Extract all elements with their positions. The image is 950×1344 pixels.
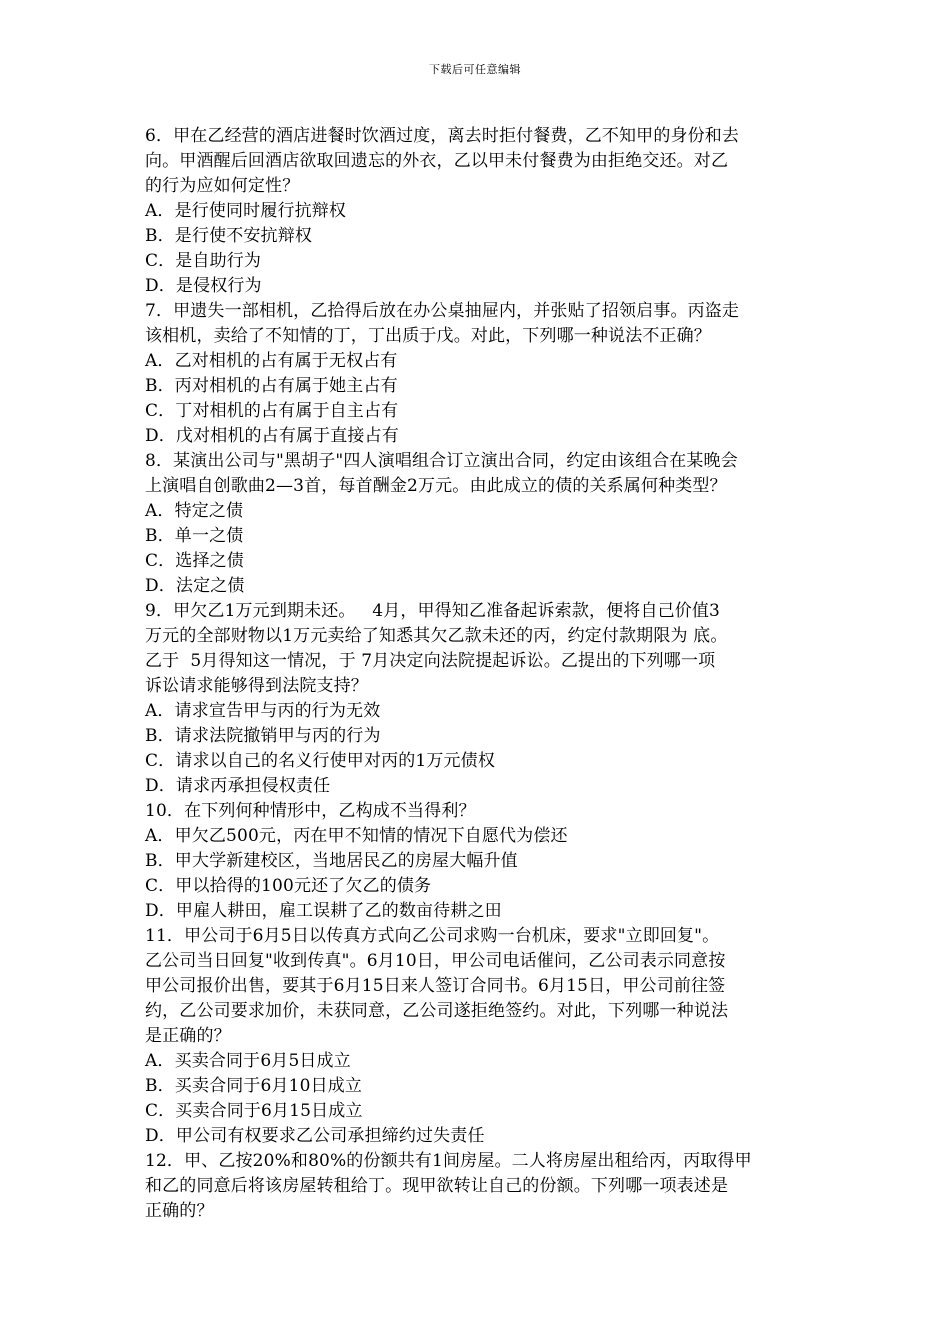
document-body [145,124,815,1224]
text-line: A．甲欠乙500元，丙在甲不知情的情况下自愿代为偿还 [145,826,568,846]
text-line: C．买卖合同于6月15日成立 [145,1101,363,1121]
text-line: 向。甲酒醒后回酒店欲取回遗忘的外衣，乙以甲未付餐费为由拒绝交还。对乙 [145,151,729,171]
text-line: B．买卖合同于6月10日成立 [145,1076,363,1096]
text-line: 万元的全部财物以1万元卖给了知悉其欠乙款未还的丙，约定付款期限为 底。 [145,626,728,646]
text-line: D．甲雇人耕田，雇工误耕了乙的数亩待耕之田 [145,901,502,921]
text-line: C．是自助行为 [145,251,262,271]
text-line: C．请求以自己的名义行使甲对丙的1万元债权 [145,751,495,771]
text-line: 乙于 5月得知这一情况，于 7月决定向法院提起诉讼。乙提出的下列哪一项 [145,651,716,671]
text-line: 9．甲欠乙1万元到期未还。 4月，甲得知乙准备起诉索款，便将自己价值3 [145,601,721,621]
text-line: 甲公司报价出售，要其于6月15日来人签订合同书。6月15日，甲公司前往签 [145,976,726,996]
text-line: A．特定之债 [145,501,244,521]
text-line: 6．甲在乙经营的酒店进餐时饮酒过度，离去时拒付餐费，乙不知甲的身份和去 [145,126,740,146]
text-line: D．是侵权行为 [145,276,262,296]
text-line: A．买卖合同于6月5日成立 [145,1051,351,1071]
text-line: 上演唱自创歌曲2—3首，每首酬金2万元。由此成立的债的关系属何种类型？ [145,476,727,496]
text-line: A．是行使同时履行抗辩权 [145,201,347,221]
text-line: D．甲公司有权要求乙公司承担缔约过失责任 [145,1126,485,1146]
text-line: 12．甲、乙按20%和80%的份额共有1间房屋。二人将房屋出租给丙，丙取得甲 [145,1151,752,1171]
text-line: 该相机，卖给了不知情的丁，丁出质于戊。对此，下列哪一种说法不正确？ [145,326,711,346]
text-line: B．丙对相机的占有属于她主占有 [145,376,398,396]
text-line: 11．甲公司于6月5日以传真方式向乙公司求购一台机床，要求"立即回复"。 [145,926,720,946]
text-line: 7．甲遗失一部相机，乙拾得后放在办公桌抽屉内，并张贴了招领启事。丙盗走 [145,301,740,321]
text-line: D．请求丙承担侵权责任 [145,776,331,796]
text-line: B．请求法院撤销甲与丙的行为 [145,726,381,746]
text-line: 的行为应如何定性？ [145,176,300,196]
text-line: B．甲大学新建校区，当地居民乙的房屋大幅升值 [145,851,518,871]
text-line: 诉讼请求能够得到法院支持？ [145,676,368,696]
text-line: A．请求宣告甲与丙的行为无效 [145,701,381,721]
text-line: A．乙对相机的占有属于无权占有 [145,351,398,371]
text-line: 和乙的同意后将该房屋转租给丁。现甲欲转让自己的份额。下列哪一项表述是 [145,1176,729,1196]
text-line: C．选择之债 [145,551,244,571]
text-line: D．戊对相机的占有属于直接占有 [145,426,399,446]
text-line: B．单一之债 [145,526,244,546]
text-line: 约，乙公司要求加价，未获同意，乙公司遂拒绝签约。对此，下列哪一种说法 [145,1001,729,1021]
text-line: 8．某演出公司与"黑胡子"四人演唱组合订立演出合同，约定由该组合在某晚会 [145,451,738,471]
text-line: C．甲以拾得的100元还了欠乙的债务 [145,876,432,896]
text-line: C．丁对相机的占有属于自主占有 [145,401,399,421]
text-line: 10．在下列何种情形中，乙构成不当得利？ [145,801,476,821]
text-line: 乙公司当日回复"收到传真"。6月10日，甲公司电话催问，乙公司表示同意按 [145,951,726,971]
page-header: 下载后可任意编辑 [429,63,521,76]
text-line: B．是行使不安抗辩权 [145,226,312,246]
text-line: 是正确的？ [145,1026,231,1046]
text-line: 正确的？ [145,1201,214,1221]
text-line: D．法定之债 [145,576,245,596]
